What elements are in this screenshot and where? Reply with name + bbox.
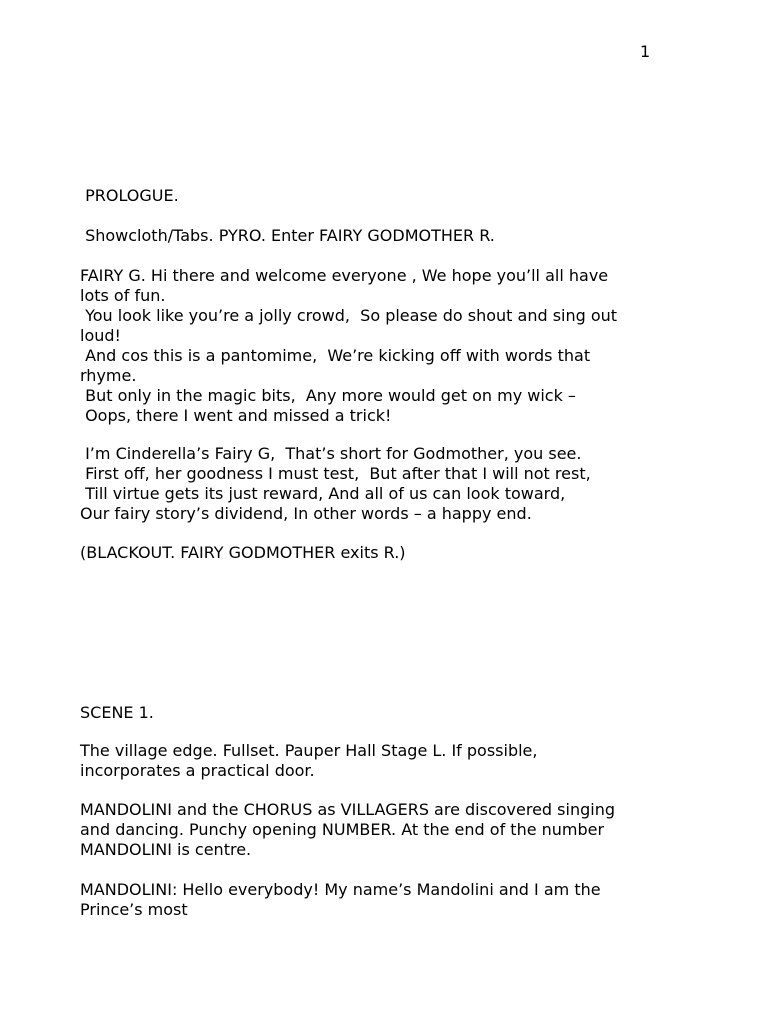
speech-line: Prince’s most [80, 900, 188, 919]
speech-line: Oops, there I went and missed a trick! [80, 406, 392, 425]
verse-line: Our fairy story’s dividend, In other words – a happy end. [80, 504, 532, 523]
prologue-heading [80, 186, 720, 206]
speech-line: rhyme. [80, 366, 137, 385]
scene1-action [80, 800, 720, 860]
fairy-godmother-speech [80, 266, 720, 426]
page-number: 1 [640, 42, 651, 61]
speech-line: lots of fun. [80, 286, 166, 305]
speech-line: FAIRY G. Hi there and welcome everyone , We hope you’ll all have [80, 266, 609, 285]
exit-direction-text: (BLACKOUT. FAIRY GODMOTHER exits R.) [80, 543, 406, 562]
prologue-exit-direction [80, 543, 720, 563]
speech-line: But only in the magic bits, Any more would get on my wick – [80, 386, 576, 405]
stage-direction-text: Showcloth/Tabs. PYRO. Enter FAIRY GODMOTHER R. [80, 226, 495, 245]
speech-line: And cos this is a pantomime, We’re kicking off with words that [80, 346, 591, 365]
verse-line: First off, her goodness I must test, But after that I will not rest, [80, 464, 591, 483]
mandolini-speech [80, 880, 720, 920]
fairy-godmother-verse [80, 444, 720, 524]
prologue-heading-text: PROLOGUE. [80, 186, 179, 205]
speech-line: MANDOLINI: Hello everybody! My name’s Mandolini and I am the [80, 880, 601, 899]
action-line: MANDOLINI and the CHORUS as VILLAGERS are discovered singing [80, 800, 615, 819]
setting-line: incorporates a practical door. [80, 761, 315, 780]
action-line: and dancing. Punchy opening NUMBER. At the end of the number [80, 820, 605, 839]
scene1-heading [80, 703, 720, 723]
verse-line: I’m Cinderella’s Fairy G, That’s short for Godmother, you see. [80, 444, 582, 463]
action-line: MANDOLINI is centre. [80, 840, 252, 859]
speech-line: loud! [80, 326, 121, 345]
verse-line: Till virtue gets its just reward, And all of us can look toward, [80, 484, 566, 503]
speech-line: You look like you’re a jolly crowd, So please do shout and sing out [80, 306, 618, 325]
scene1-setting [80, 741, 720, 781]
setting-line: The village edge. Fullset. Pauper Hall Stage L. If possible, [80, 741, 538, 760]
prologue-stage-direction [80, 226, 720, 246]
scene1-heading-text: SCENE 1. [80, 703, 154, 722]
